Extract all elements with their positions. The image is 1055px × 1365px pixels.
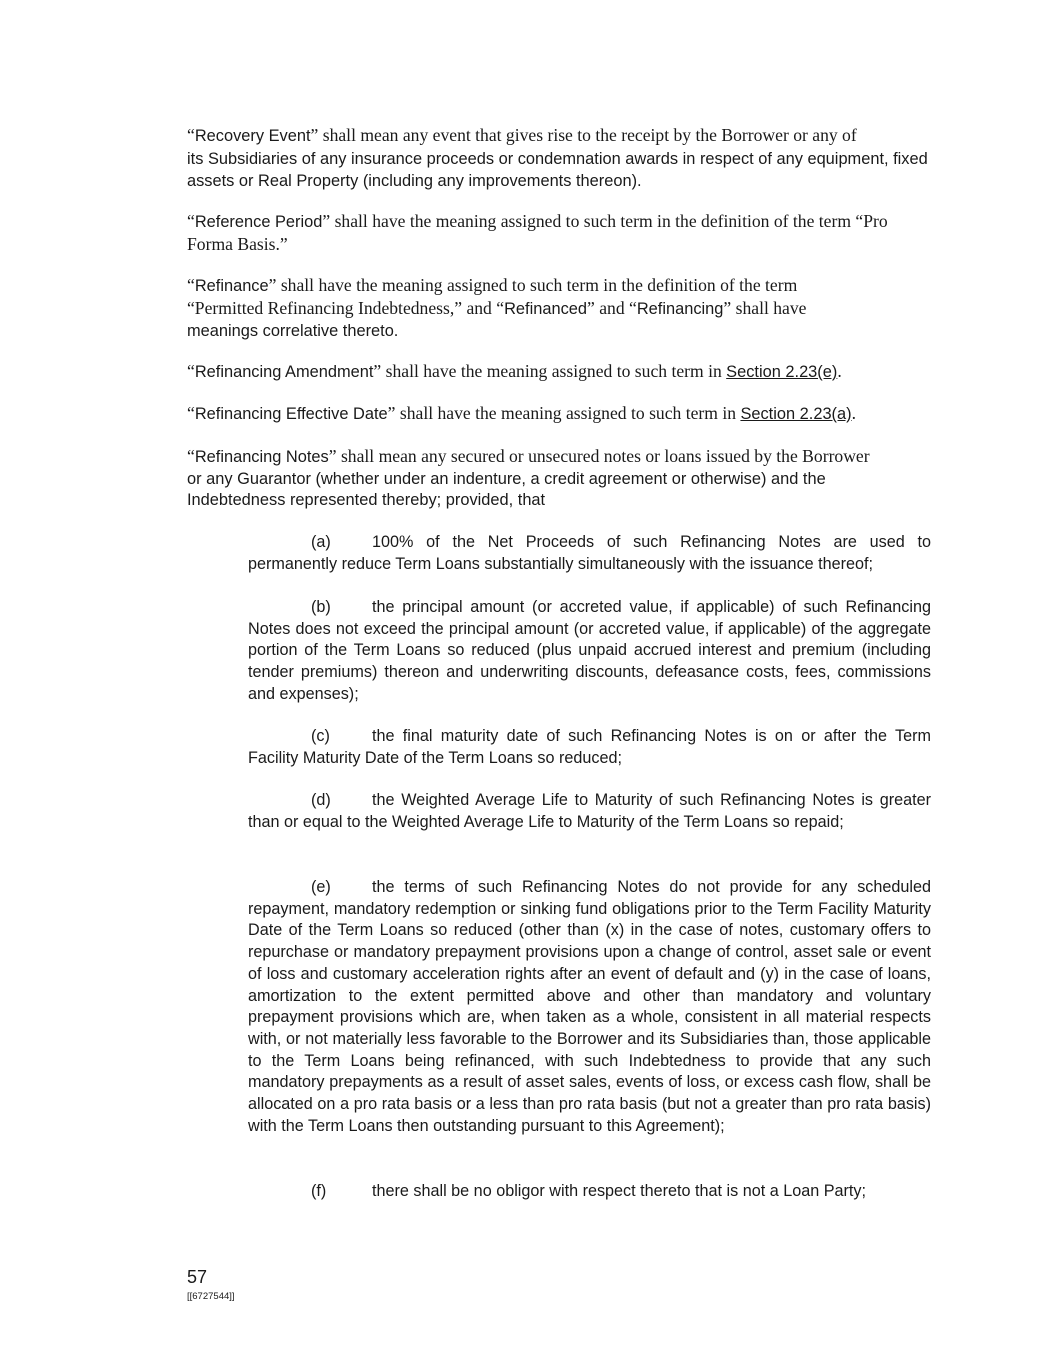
definition-text: ” and “ [587, 297, 637, 318]
clause-text: the principal amount (or accreted value, if applicable) of such Refinancing Notes does not exceed the principal amount (or accreted value, if applicable) of the aggregate portion of the Term Loans so reduced (plus unpaid accrued interest and premium (including tender premiums) thereon and underwriting discounts, defeasance costs, fees, commissions and expenses); [248, 598, 931, 703]
definition-refinancing-notes: “Refinancing Notes” shall mean any secured or unsecured notes or loans issued by the Borrower or any Guarantor (whether under an indenture, a credit agreement or otherwise) and the Indebtedness represented thereby; provided, that [187, 446, 932, 512]
document-id: [[6727544]] [187, 1291, 235, 1302]
page-number: 57 [187, 1267, 208, 1287]
definition-text: shall have the meaning assigned to such term in the definition of the term “Permitted Refinancing Indebtedness,” and “ [187, 275, 798, 318]
defined-term: Refinanced [504, 299, 587, 318]
defined-term: Recovery Event [194, 127, 311, 145]
definition-text: its Subsidiaries of any insurance proceeds or condemnation awards in respect of any equipment, fixed assets or Real Property (including any improvements thereon). [187, 149, 928, 191]
definition-text: . [851, 403, 857, 423]
clause-text: there shall be no obligor with respect thereto that is not a Loan Party; [372, 1182, 867, 1200]
clause-f [248, 1181, 931, 1203]
clause-label: (c) [311, 727, 330, 745]
clause-label: (f) [311, 1182, 327, 1200]
defined-term: Refinancing Notes [194, 448, 329, 466]
clause-label: (e) [311, 878, 331, 896]
clause-text: the terms of such Refinancing Notes do not provide for any scheduled repayment, mandatory redemption or sinking fund obligations prior to the Term Facility Maturity Date of the Term Loans so reduced (other than (x) in the case of notes, customary offers to repurchase or mandatory prepayment provisions upon a change of control, asset sale or event of loss and customary acceleration rights after an event of default and (y) in the case of loans, amortization to the extent permitted above and other than mandatory and voluntary prepayment provisions which are, when taken as a whole, consistent in all material respects with, or not materially less favorable to the Borrower and its Subsidiaries than, those applicable to the Term Loans being refinanced, with such Indebtedness to provide that any such mandatory prepayments as a result of asset sales, events of loss, or excess cash flow, shall be allocated on a pro rata basis or a less than pro rata basis (but not a greater than pro rata basis) with the Term Loans then outstanding pursuant to this Agreement); [248, 878, 931, 1135]
defined-term: Refinancing [636, 299, 724, 318]
clause-label: (a) [311, 533, 331, 551]
clause-text: 100% of the Net Proceeds of such Refinancing Notes are used to permanently reduce Term Loans substantially simultaneously with the issuance thereof; [248, 533, 931, 573]
definition-text: shall mean any event that gives rise to the receipt by the Borrower or any of [318, 125, 857, 145]
clause-a [248, 532, 931, 575]
definition-text: shall have the meaning assigned to such term in [395, 403, 741, 423]
definition-text: meanings correlative thereto. [187, 322, 399, 341]
definition-recovery-event: “Recovery Event” shall mean any event that gives rise to the receipt by the Borrower or any of its Subsidiaries of any insurance proceeds or condemnation awards in respect of any equipment, fixed assets or Real Property (including any improvements thereon). [187, 125, 928, 191]
clause-text: the final maturity date of such Refinancing Notes is on or after the Term Facility Maturity Date of the Term Loans so reduced; [248, 727, 931, 767]
definition-text: ” shall have [723, 297, 807, 318]
defined-term: Refinance [194, 277, 269, 295]
section-reference-link[interactable]: Section 2.23(e) [726, 363, 838, 381]
definition-refinancing-effective-date: “Refinancing Effective Date” shall have the meaning assigned to such term in Section 2.23(a). [187, 403, 857, 423]
defined-term: Refinancing Effective Date [194, 405, 388, 423]
clause-label: (b) [311, 598, 331, 616]
definition-refinancing-amendment: “Refinancing Amendment” shall have the meaning assigned to such term in Section 2.23(e). [187, 361, 842, 381]
defined-term: Refinancing Amendment [194, 363, 374, 381]
definition-text: shall mean any secured or unsecured notes or loans issued by the Borrower [336, 446, 870, 466]
definition-text: shall have the meaning assigned to such term in the definition of the term “Pro Forma Basis.” [187, 211, 888, 254]
clause-text: the Weighted Average Life to Maturity of such Refinancing Notes is greater than or equal to the Weighted Average Life to Maturity of the Term Loans so repaid; [248, 791, 931, 831]
definition-text: shall have the meaning assigned to such term in [381, 361, 727, 381]
clause-label: (d) [311, 791, 331, 809]
clause-b [248, 597, 931, 706]
defined-term: Reference Period [194, 213, 323, 231]
definition-reference-period: “Reference Period” shall have the meaning assigned to such term in the definition of the term “Pro Forma Basis.” [187, 211, 888, 254]
clause-e [248, 877, 931, 1137]
definition-text: or any Guarantor (whether under an indenture, a credit agreement or otherwise) and the Indebtedness represented thereby; provided, that [187, 469, 826, 510]
section-reference-link[interactable]: Section 2.23(a) [740, 405, 852, 423]
clause-d [248, 790, 931, 833]
definition-text: . [837, 361, 842, 381]
definition-refinance: “Refinance” shall have the meaning assigned to such term in the definition of the term “Permitted Refinancing Indebtedness,” and “Refinanced” and “Refinancing” shall have meanings correlative thereto. [187, 275, 807, 341]
clause-c [248, 726, 931, 769]
